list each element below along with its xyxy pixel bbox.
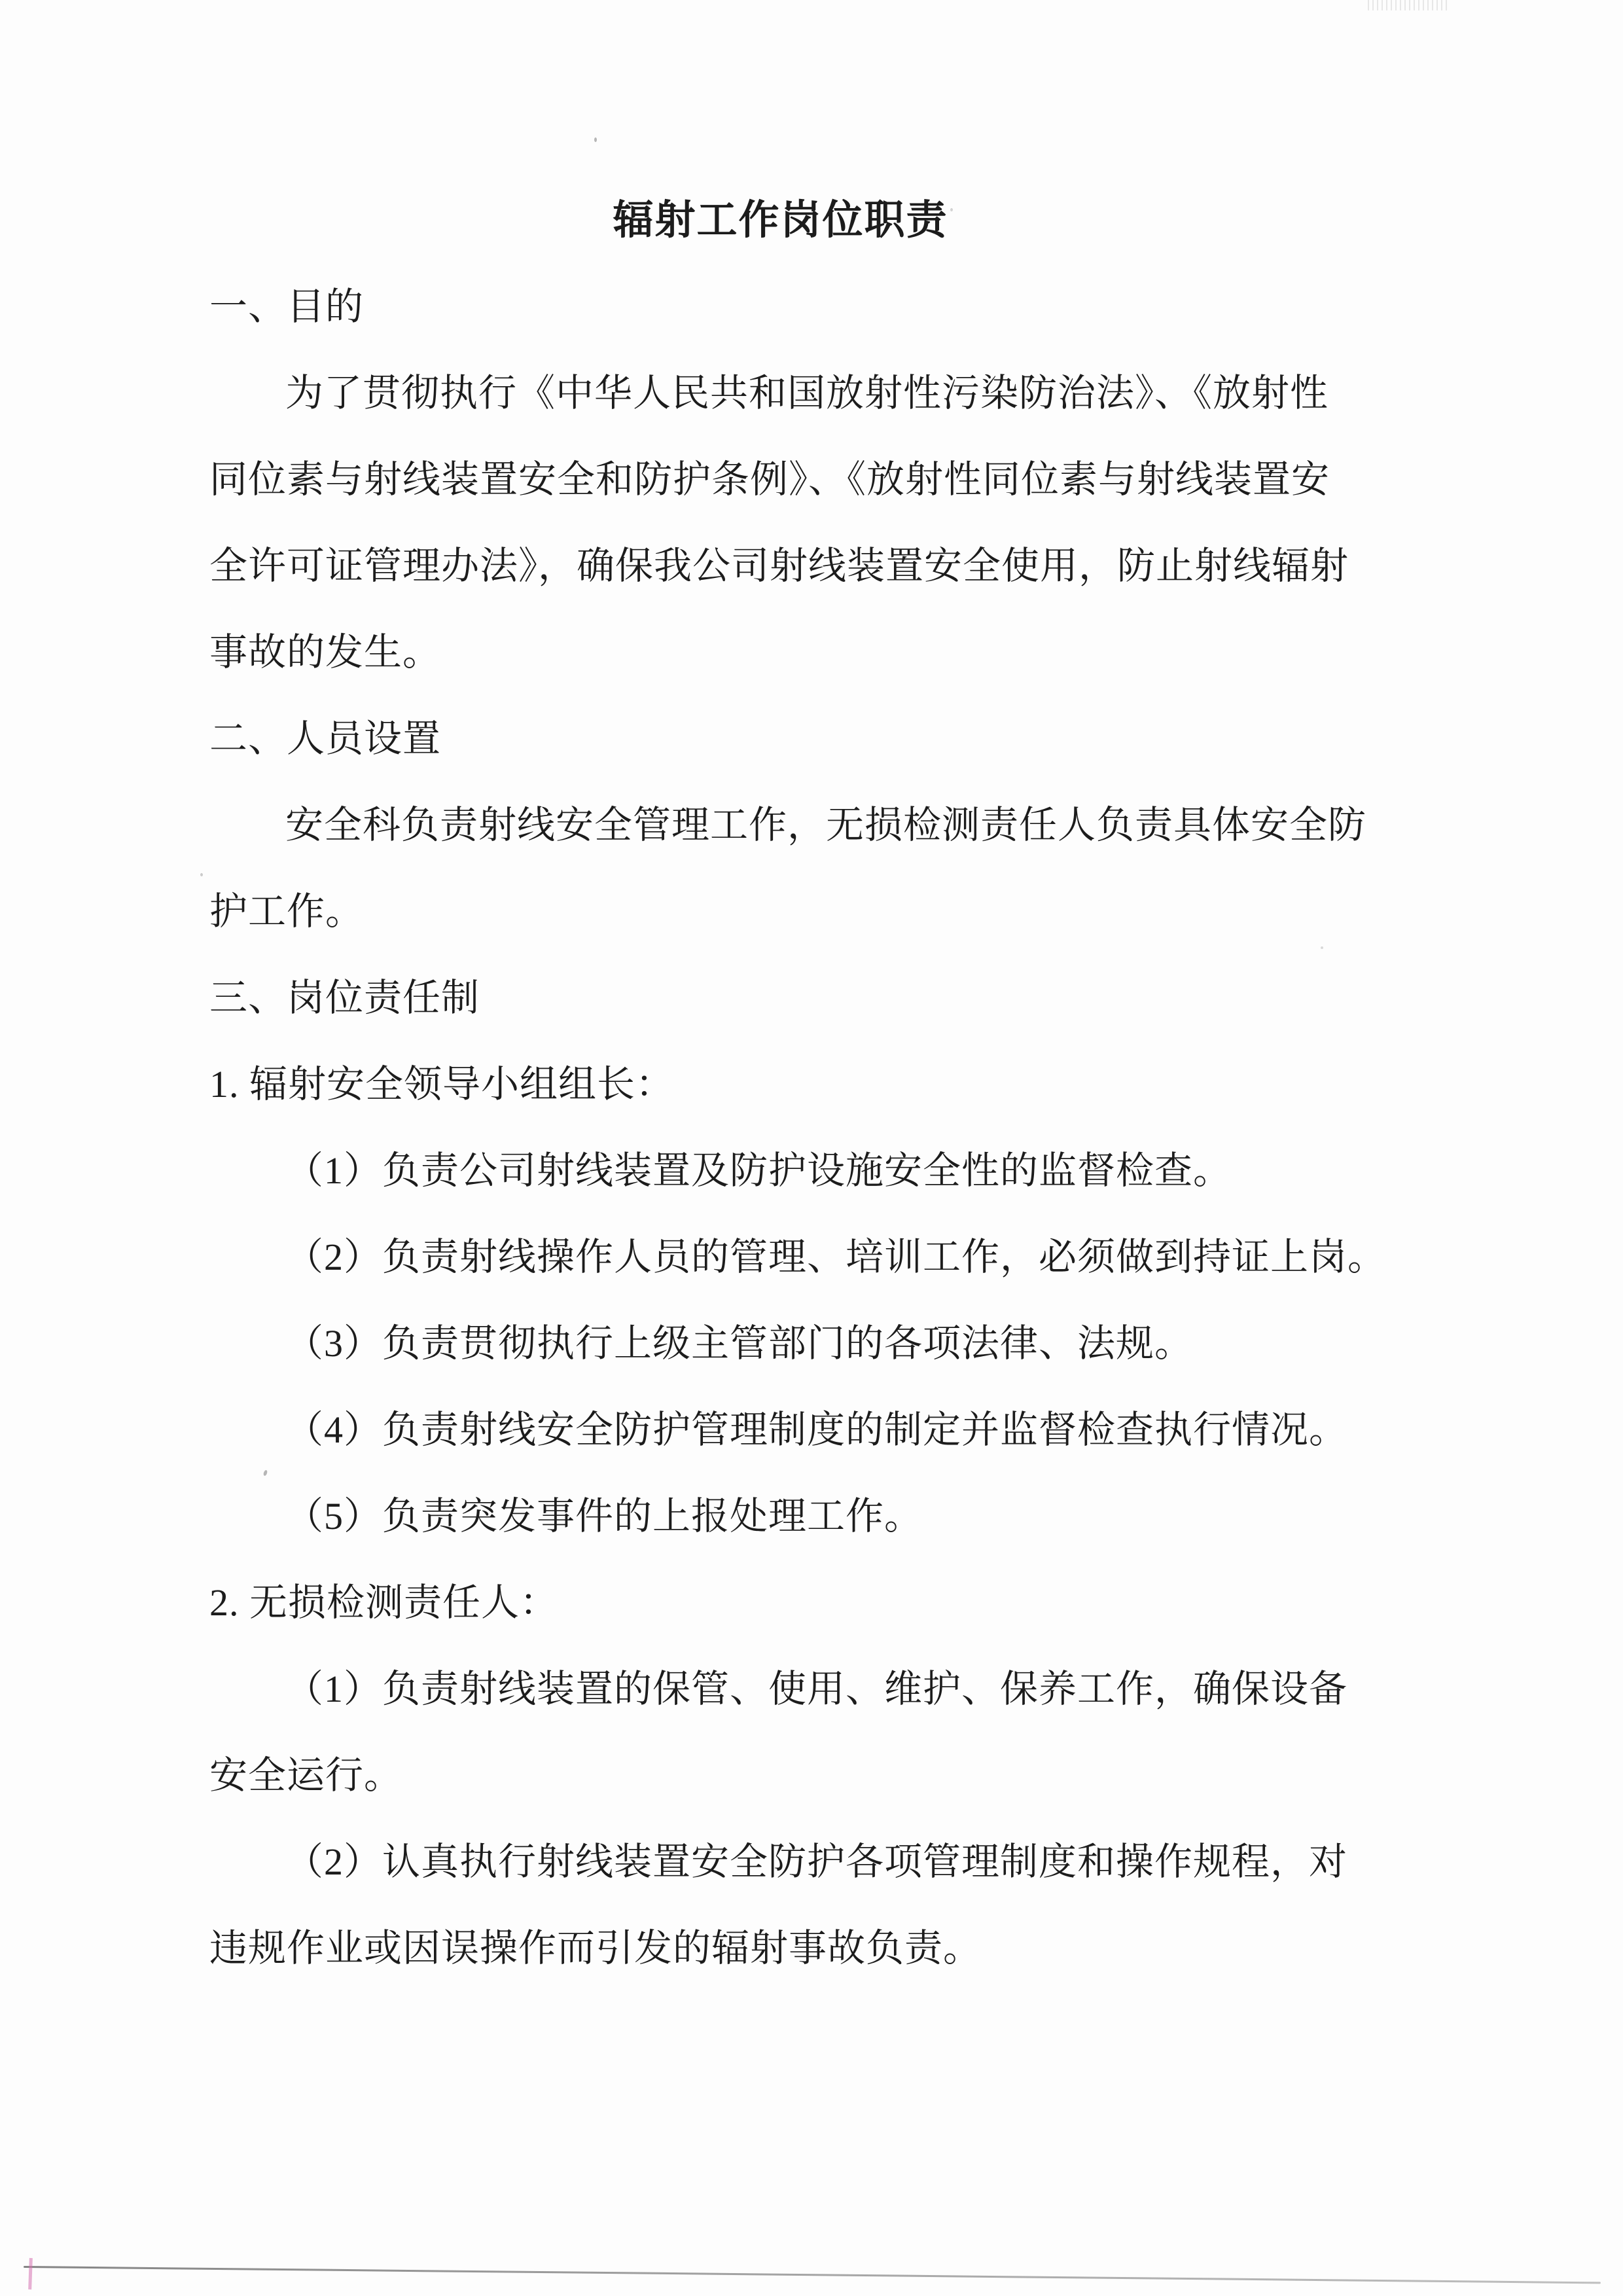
para-purpose-line-3: 全许可证管理办法》，确保我公司射线装置安全使用，防止射线辐射	[209, 545, 1349, 587]
para-personnel-line-2: 护工作。	[209, 890, 365, 933]
heading-section-1: 一、目的	[209, 285, 365, 328]
para-personnel-line-1: 安全科负责射线安全管理工作，无损检测责任人负责具体安全防	[285, 804, 1367, 846]
item-1-sub-1: （1）负责公司射线装置及防护设施安全性的监督检查。	[285, 1149, 1232, 1192]
scan-artifact-pink-mark	[28, 2258, 33, 2289]
item-1-sub-2: （2）负责射线操作人员的管理、培训工作，必须做到持证上岗。	[285, 1236, 1387, 1278]
scan-artifact-top-right	[1368, 0, 1450, 10]
para-purpose-line-4: 事故的发生。	[209, 631, 442, 673]
scan-artifact-bottom-line	[24, 2266, 1601, 2284]
item-2-sub-2-line-1: （2）认真执行射线装置安全防护各项管理制度和操作规程，对	[285, 1840, 1348, 1883]
item-2-sub-2-line-2: 违规作业或因误操作而引发的辐射事故负责。	[209, 1927, 982, 1969]
para-purpose-line-2: 同位素与射线装置安全和防护条例》、《放射性同位素与射线装置安	[209, 458, 1330, 501]
scan-speck	[200, 873, 203, 876]
heading-section-3: 三、岗位责任制	[209, 977, 480, 1019]
item-2-sub-1-line-2: 安全运行。	[209, 1754, 403, 1797]
item-1-sub-5: （5）负责突发事件的上报处理工作。	[285, 1495, 923, 1537]
item-2-sub-1-line-1: （1）负责射线装置的保管、使用、维护、保养工作，确保设备	[285, 1668, 1348, 1710]
item-2-title: 2. 无损检测责任人：	[209, 1581, 559, 1624]
document-body	[209, 177, 1387, 1992]
para-purpose-line-1: 为了贯彻执行《中华人民共和国放射性污染防治法》、《放射性	[285, 372, 1329, 414]
heading-section-2: 二、人员设置	[209, 717, 442, 760]
item-1-sub-3: （3）负责贯彻执行上级主管部门的各项法律、法规。	[285, 1322, 1194, 1365]
scan-speck	[594, 137, 597, 142]
item-1-sub-4: （4）负责射线安全防护管理制度的制定并监督检查执行情况。	[285, 1408, 1348, 1451]
item-1-title: 1. 辐射安全领导小组组长：	[209, 1063, 675, 1105]
document-title: 辐射工作岗位职责	[613, 198, 948, 243]
